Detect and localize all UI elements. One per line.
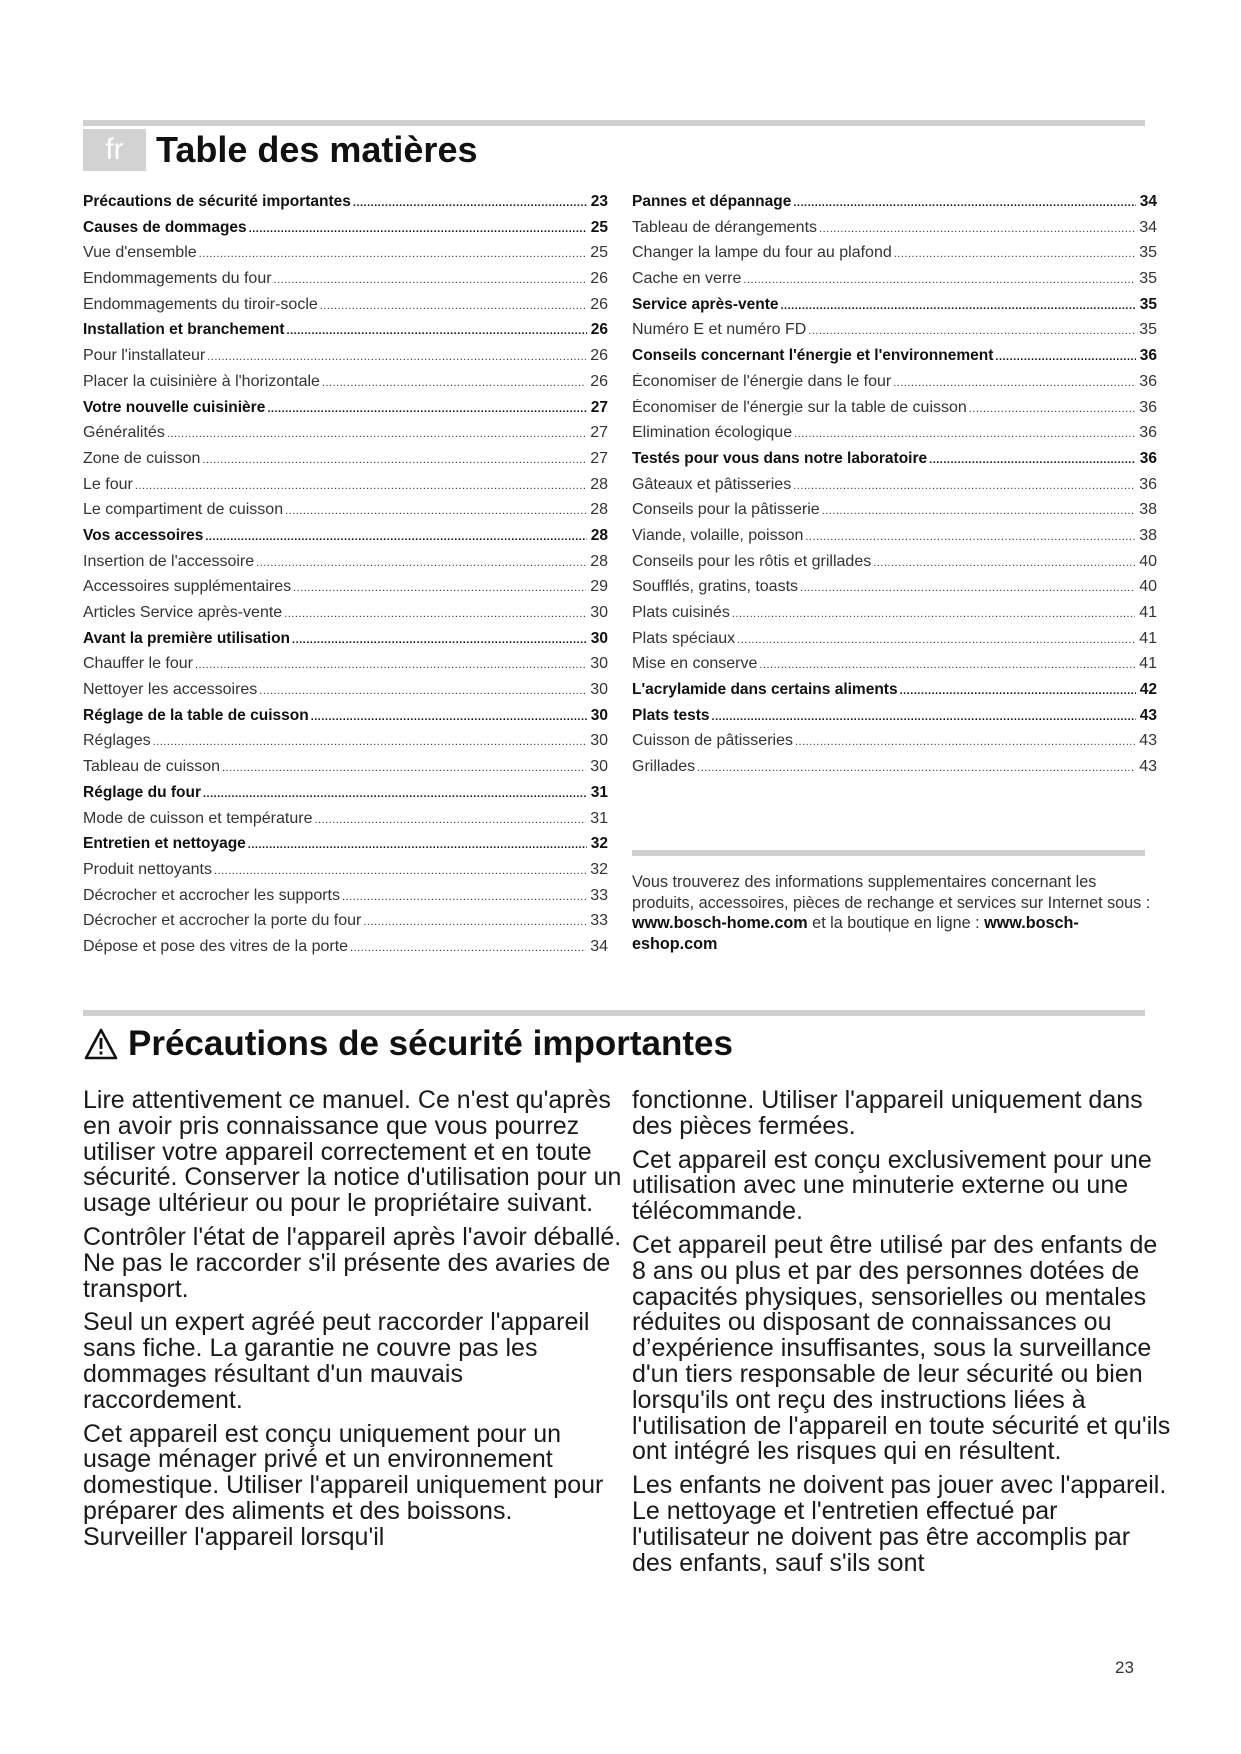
- toc-entry-vos-accessoires[interactable]: [83, 527, 608, 553]
- toc-leader-dots: [248, 839, 587, 851]
- toc-entry-label: Cuisson de pâtisseries: [632, 732, 793, 750]
- toc-entry-page: 28: [590, 526, 608, 544]
- toc-leader-dots: [794, 428, 1135, 440]
- toc-leader-dots: [697, 762, 1135, 774]
- toc-leader-dots: [893, 377, 1135, 389]
- toc-entry-changer-la-lampe-du-four-au-plafond[interactable]: [632, 244, 1157, 270]
- eshop-link[interactable]: www.bosch-eshop.com: [632, 914, 1079, 953]
- toc-leader-dots: [293, 582, 586, 594]
- toc-entry-page: 26: [590, 321, 608, 339]
- toc-entry-page: 40: [1139, 552, 1157, 570]
- toc-entry-page: 26: [590, 347, 608, 365]
- toc-entry-grillades[interactable]: [632, 758, 1157, 784]
- toc-entry-numero-e-et-numero-fd[interactable]: [632, 321, 1157, 347]
- toc-entry-label: Économiser de l'énergie sur la table de cuisson: [632, 398, 967, 416]
- toc-entry-label: Précautions de sécurité importantes: [83, 193, 351, 210]
- toc-entry-page: 33: [590, 912, 608, 930]
- toc-entry-reglages[interactable]: [83, 732, 608, 758]
- safety-right-column: [632, 1088, 1172, 1584]
- toc-leader-dots: [320, 300, 586, 312]
- toc-entry-label: Changer la lampe du four au plafond: [632, 244, 892, 262]
- toc-entry-testes-pour-vous-dans-notre-laboratoire[interactable]: [632, 450, 1157, 476]
- toc-entry-endommagements-du-tiroir-socle[interactable]: [83, 296, 608, 322]
- toc-entry-page: 28: [590, 552, 608, 570]
- toc-entry-mise-en-conserve[interactable]: [632, 655, 1157, 681]
- toc-leader-dots: [322, 377, 586, 389]
- toc-entry-nettoyer-les-accessoires[interactable]: [83, 681, 608, 707]
- toc-entry-label: Produit nettoyants: [83, 860, 212, 878]
- toc-entry-label: Tableau de dérangements: [632, 218, 818, 236]
- toc-entry-page: 36: [1139, 398, 1157, 416]
- toc-entry-plats-speciaux[interactable]: [632, 630, 1157, 656]
- toc-entry-page: 41: [1139, 629, 1157, 647]
- toc-entry-page: 35: [1139, 295, 1157, 313]
- toc-entry-label: Réglage de la table de cuisson: [83, 706, 309, 724]
- toc-leader-dots: [153, 736, 587, 748]
- toc-entry-label: Économiser de l'énergie dans le four: [632, 372, 892, 390]
- toc-entry-label: Décrocher et accrocher les supports: [83, 886, 340, 904]
- toc-leader-dots: [350, 942, 586, 954]
- toc-leader-dots: [793, 480, 1135, 492]
- toc-leader-dots: [342, 891, 586, 903]
- toc-entry-page: 29: [590, 578, 608, 596]
- toc-leader-dots: [256, 557, 586, 569]
- toc-leader-dots: [800, 582, 1135, 594]
- toc-entry-label: Réglage du four: [83, 783, 201, 801]
- toc-entry-page: 34: [590, 937, 608, 955]
- toc-entry-page: 23: [590, 193, 608, 210]
- toc-entry-page: 36: [1139, 449, 1157, 467]
- toc-left-column: [83, 193, 608, 964]
- toc-entry-avant-la-premiere-utilisation[interactable]: [83, 630, 608, 656]
- toc-entry-page: 36: [1139, 372, 1157, 390]
- toc-entry-label: Grillades: [632, 758, 696, 776]
- toc-entry-label: Endommagements du tiroir-socle: [83, 295, 318, 313]
- toc-entry-label: Tableau de cuisson: [83, 758, 220, 776]
- toc-entry-label: Testés pour vous dans notre laboratoire: [632, 449, 928, 467]
- toc-entry-page: 36: [1139, 475, 1157, 493]
- toc-leader-dots: [894, 248, 1135, 260]
- toc-entry-label: Conseils concernant l'énergie et l'environnement: [632, 347, 994, 365]
- toc-entry-label: Conseils pour la pâtisserie: [632, 501, 820, 519]
- toc-entry-le-compartiment-de-cuisson[interactable]: [83, 501, 608, 527]
- toc-entry-pour-l-installateur[interactable]: [83, 347, 608, 373]
- toc-entry-precautions-de-securite-importantes[interactable]: [83, 193, 608, 219]
- toc-entry-articles-service-apres-vente[interactable]: [83, 604, 608, 630]
- web-info-text-middle: et la boutique en ligne :: [807, 914, 985, 932]
- toc-entry-page: 25: [590, 244, 608, 262]
- toc-entry-viande-volaille-poisson[interactable]: [632, 527, 1157, 553]
- toc-leader-dots: [167, 428, 586, 440]
- toc-entry-elimination-ecologique[interactable]: [632, 424, 1157, 450]
- toc-entry-label: Mise en conserve: [632, 655, 758, 673]
- toc-entry-economiser-de-l-energie-dans-le-four[interactable]: [632, 373, 1157, 399]
- toc-entry-label: Chauffer le four: [83, 655, 193, 673]
- toc-entry-label: Entretien et nettoyage: [83, 835, 246, 853]
- toc-entry-decrocher-et-accrocher-les-supports[interactable]: [83, 887, 608, 913]
- web-info-rule: [632, 850, 1145, 856]
- toc-leader-dots: [737, 634, 1135, 646]
- toc-entry-page: 28: [590, 475, 608, 493]
- toc-entry-page: 27: [590, 449, 608, 467]
- toc-leader-dots: [311, 711, 587, 723]
- toc-entry-label: Vos accessoires: [83, 526, 204, 544]
- toc-entry-page: 30: [590, 706, 608, 724]
- toc-leader-dots: [202, 454, 586, 466]
- toc-entry-label: Accessoires supplémentaires: [83, 578, 292, 596]
- toc-entry-label: Zone de cuisson: [83, 449, 201, 467]
- toc-entry-conseils-pour-les-rotis-et-grillades[interactable]: [632, 553, 1157, 579]
- toc-entry-label: Décrocher et accrocher la porte du four: [83, 912, 362, 930]
- toc-leader-dots: [712, 711, 1136, 723]
- toc-leader-dots: [284, 608, 586, 620]
- web-info-text: Vous trouverez des informations supplementaires concernant les produits, accessoires, pièces de rechange et services sur Internet sous :: [632, 873, 1151, 912]
- toc-leader-dots: [795, 736, 1135, 748]
- toc-leader-dots: [780, 300, 1135, 312]
- toc-entry-votre-nouvelle-cuisiniere[interactable]: [83, 399, 608, 425]
- toc-entry-label: Installation et branchement: [83, 321, 285, 339]
- safety-paragraph: Lire attentivement ce manuel. Ce n'est qu'après en avoir pris connaissance que vous pourrez utiliser votre appareil correctement et en toute sécurité. Conserver la notice d'utilisation pour un usage ultérieur ou pour le propriétaire suivant.: [83, 1086, 622, 1218]
- toc-entry-page: 33: [590, 886, 608, 904]
- toc-entry-page: 40: [1139, 578, 1157, 596]
- toc-entry-page: 26: [590, 295, 608, 313]
- toc-entry-service-apres-vente[interactable]: [632, 296, 1157, 322]
- toc-entry-insertion-de-l-accessoire[interactable]: [83, 553, 608, 579]
- toc-entry-label: Elimination écologique: [632, 424, 793, 442]
- toc-entry-page: 31: [590, 809, 608, 827]
- toc-leader-dots: [287, 325, 587, 337]
- toc-entry-label: Généralités: [83, 424, 165, 442]
- toc-entry-page: 26: [590, 270, 608, 288]
- toc-entry-label: Numéro E et numéro FD: [632, 321, 807, 339]
- toc-entry-cuisson-de-patisseries[interactable]: [632, 732, 1157, 758]
- toc-entry-label: Viande, volaille, poisson: [632, 526, 804, 544]
- toc-entry-label: Insertion de l'accessoire: [83, 552, 255, 570]
- toc-entry-label: Le compartiment de cuisson: [83, 501, 284, 519]
- toc-entry-conseils-concernant-l-energie-et-l-environnement[interactable]: [632, 347, 1157, 373]
- toc-entry-label: Réglages: [83, 732, 151, 750]
- safety-paragraph: fonctionne. Utiliser l'appareil uniquement dans des pièces fermées.: [632, 1086, 1143, 1140]
- toc-entry-tableau-de-derangements[interactable]: [632, 219, 1157, 245]
- safety-title: Précautions de sécurité importantes: [128, 1024, 733, 1063]
- toc-entry-label: Nettoyer les accessoires: [83, 681, 258, 699]
- toc-entry-causes-de-dommages[interactable]: [83, 219, 608, 245]
- toc-entry-page: 32: [590, 860, 608, 878]
- toc-leader-dots: [732, 608, 1135, 620]
- toc-entry-page: 43: [1139, 706, 1157, 724]
- toc-leader-dots: [249, 223, 587, 235]
- toc-entry-label: Pour l'installateur: [83, 347, 206, 365]
- toc-entry-page: 36: [1139, 347, 1157, 365]
- toc-entry-installation-et-branchement[interactable]: [83, 321, 608, 347]
- toc-entry-label: Soufflés, gratins, toasts: [632, 578, 799, 596]
- toc-leader-dots: [759, 659, 1135, 671]
- toc-leader-dots: [995, 351, 1135, 363]
- toc-entry-souffles-gratins-toasts[interactable]: [632, 578, 1157, 604]
- toc-entry-page: 30: [590, 681, 608, 699]
- safety-paragraph: Cet appareil peut être utilisé par des enfants de 8 ans ou plus et par des personnes dotées de capacités physiques, sensorielles ou mentales réduites ou disposant de connaissances ou d’expérience insuffisantes, sous la surveillance d'un tiers responsable de leur sécurité ou bien lorsqu'ils ont reçu des instructions liées à l'utilisation de l'appareil en toute sécurité et qu'ils ont intégré les risques qui en résultent.: [632, 1230, 1171, 1466]
- toc-entry-accessoires-supplementaires[interactable]: [83, 578, 608, 604]
- toc-entry-gateaux-et-patisseries[interactable]: [632, 476, 1157, 502]
- toc-leader-dots: [267, 403, 586, 415]
- toc-entry-page: 41: [1139, 604, 1157, 621]
- toc-leader-dots: [805, 531, 1135, 543]
- safety-left-column: [83, 1088, 623, 1559]
- toc-leader-dots: [207, 351, 586, 363]
- toc-entry-zone-de-cuisson[interactable]: [83, 450, 608, 476]
- page-number: 23: [1115, 1658, 1134, 1677]
- toc-entry-l-acrylamide-dans-certains-aliments[interactable]: [632, 681, 1157, 707]
- toc-leader-dots: [743, 274, 1135, 286]
- toc-entry-entretien-et-nettoyage[interactable]: [83, 835, 608, 861]
- safety-heading: [83, 1018, 733, 1070]
- toc-entry-page: 30: [590, 655, 608, 673]
- toc-leader-dots: [205, 531, 586, 543]
- toc-entry-page: 30: [590, 629, 608, 647]
- toc-entry-vue-d-ensemble[interactable]: [83, 244, 608, 270]
- toc-entry-label: Endommagements du four: [83, 270, 272, 288]
- toc-leader-dots: [969, 403, 1135, 415]
- toc-entry-page: 38: [1139, 501, 1157, 519]
- toc-leader-dots: [285, 505, 586, 517]
- toc-entry-label: Votre nouvelle cuisinière: [83, 398, 266, 416]
- toc-entry-label: Placer la cuisinière à l'horizontale: [83, 372, 320, 390]
- toc-entry-label: Plats spéciaux: [632, 629, 736, 647]
- toc-entry-page: 35: [1139, 270, 1157, 288]
- toc-entry-label: L'acrylamide dans certains aliments: [632, 681, 898, 699]
- toc-entry-page: 38: [1139, 526, 1157, 544]
- safety-paragraph: Seul un expert agréé peut raccorder l'appareil sans fiche. La garantie ne couvre pas les dommages résultant d'un mauvais raccordement.: [83, 1308, 590, 1414]
- toc-entry-decrocher-et-accrocher-la-porte-du-four[interactable]: [83, 912, 608, 938]
- toc-entry-plats-cuisines[interactable]: [632, 604, 1157, 630]
- toc-entry-page: 34: [1139, 193, 1157, 210]
- toc-entry-page: 34: [1139, 218, 1157, 236]
- toc-leader-dots: [363, 916, 586, 928]
- toc-entry-page: 25: [590, 218, 608, 236]
- toc-leader-dots: [353, 197, 587, 209]
- toc-entry-depose-et-pose-des-vitres-de-la-porte[interactable]: [83, 938, 608, 964]
- toc-entry-page: 27: [590, 398, 608, 416]
- toc-entry-reglage-du-four[interactable]: [83, 784, 608, 810]
- toc-leader-dots: [873, 557, 1135, 569]
- toc-title: Table des matières: [156, 129, 478, 170]
- toc-entry-label: Conseils pour les rôtis et grillades: [632, 552, 872, 570]
- toc-leader-dots: [199, 248, 587, 260]
- toc-leader-dots: [793, 197, 1135, 209]
- toc-entry-economiser-de-l-energie-sur-la-table-de-cuisson[interactable]: [632, 399, 1157, 425]
- toc-entry-label: Avant la première utilisation: [83, 629, 291, 647]
- toc-entry-label: Vue d'ensemble: [83, 244, 197, 262]
- toc-entry-page: 31: [590, 783, 608, 801]
- toc-entry-page: 28: [590, 501, 608, 519]
- toc-entry-label: Gâteaux et pâtisseries: [632, 475, 792, 493]
- toc-entry-page: 30: [590, 758, 608, 776]
- toc-entry-page: 42: [1139, 681, 1157, 699]
- toc-leader-dots: [135, 480, 586, 492]
- safety-paragraph: Les enfants ne doivent pas jouer avec l'appareil. Le nettoyage et l'entretien effectué par l'utilisateur ne doivent pas être accomplis par des enfants, sauf s'ils sont: [632, 1471, 1167, 1577]
- toc-entry-page: 36: [1139, 424, 1157, 442]
- toc-entry-chauffer-le-four[interactable]: [83, 655, 608, 681]
- toc-right-column: [632, 193, 1157, 784]
- toc-leader-dots: [195, 659, 586, 671]
- toc-entry-generalites[interactable]: [83, 424, 608, 450]
- toc-entry-page: 41: [1139, 655, 1157, 673]
- toc-entry-cache-en-verre[interactable]: [632, 270, 1157, 296]
- toc-entry-reglage-de-la-table-de-cuisson[interactable]: [83, 707, 608, 733]
- toc-entry-label: Causes de dommages: [83, 218, 247, 236]
- toc-entry-conseils-pour-la-patisserie[interactable]: [632, 501, 1157, 527]
- toc-leader-dots: [314, 814, 586, 826]
- toc-entry-page: 30: [590, 732, 608, 750]
- toc-leader-dots: [203, 788, 587, 800]
- safety-paragraph: Cet appareil est conçu exclusivement pour une utilisation avec une minuterie externe ou une télécommande.: [632, 1145, 1152, 1226]
- toc-entry-page: 32: [590, 835, 608, 853]
- toc-entry-label: Cache en verre: [632, 270, 742, 288]
- safety-paragraph: Cet appareil est conçu uniquement pour un usage ménager privé et un environnement domestique. Utiliser l'appareil uniquement pour préparer des aliments et des boissons. Surveiller l'appareil lorsqu'il: [83, 1419, 604, 1551]
- toc-entry-label: Mode de cuisson et température: [83, 809, 313, 827]
- toc-entry-le-four[interactable]: [83, 476, 608, 502]
- toc-entry-placer-la-cuisiniere-a-l-horizontale[interactable]: [83, 373, 608, 399]
- toc-entry-label: Pannes et dépannage: [632, 193, 792, 210]
- toc-entry-page: 43: [1139, 732, 1157, 750]
- safety-rule: [83, 1010, 1145, 1016]
- toc-entry-page: 35: [1139, 244, 1157, 262]
- toc-entry-label: Service après-vente: [632, 295, 779, 313]
- website-link[interactable]: www.bosch-home.com: [632, 914, 808, 932]
- toc-entry-mode-de-cuisson-et-temperature[interactable]: [83, 810, 608, 836]
- toc-leader-dots: [929, 454, 1136, 466]
- language-badge: fr: [83, 129, 146, 171]
- toc-entry-tableau-de-cuisson[interactable]: [83, 758, 608, 784]
- safety-paragraph: Contrôler l'état de l'appareil après l'avoir déballé. Ne pas le raccorder s'il présente des avaries de transport.: [83, 1222, 622, 1303]
- toc-leader-dots: [808, 325, 1135, 337]
- toc-entry-label: Le four: [83, 475, 133, 493]
- toc-leader-dots: [822, 505, 1136, 517]
- warning-triangle-icon: [83, 1027, 119, 1061]
- toc-entry-page: 27: [590, 424, 608, 442]
- toc-entry-pannes-et-depannage[interactable]: [632, 193, 1157, 219]
- toc-entry-endommagements-du-four[interactable]: [83, 270, 608, 296]
- toc-leader-dots: [274, 274, 587, 286]
- toc-leader-dots: [259, 685, 586, 697]
- toc-entry-page: 35: [1139, 321, 1157, 339]
- web-info: [632, 872, 1152, 954]
- toc-leader-dots: [222, 762, 586, 774]
- toc-entry-plats-tests[interactable]: [632, 707, 1157, 733]
- toc-entry-label: Plats cuisinés: [632, 604, 730, 621]
- toc-entry-produit-nettoyants[interactable]: [83, 861, 608, 887]
- toc-leader-dots: [819, 223, 1135, 235]
- toc-leader-dots: [900, 685, 1136, 697]
- toc-entry-page: 30: [590, 604, 608, 621]
- toc-entry-label: Plats tests: [632, 706, 710, 724]
- toc-entry-page: 43: [1139, 758, 1157, 776]
- toc-entry-label: Articles Service après-vente: [83, 604, 283, 621]
- toc-entry-page: 26: [590, 372, 608, 390]
- toc-leader-dots: [292, 634, 587, 646]
- toc-leader-dots: [214, 865, 586, 877]
- toc-entry-label: Dépose et pose des vitres de la porte: [83, 937, 349, 955]
